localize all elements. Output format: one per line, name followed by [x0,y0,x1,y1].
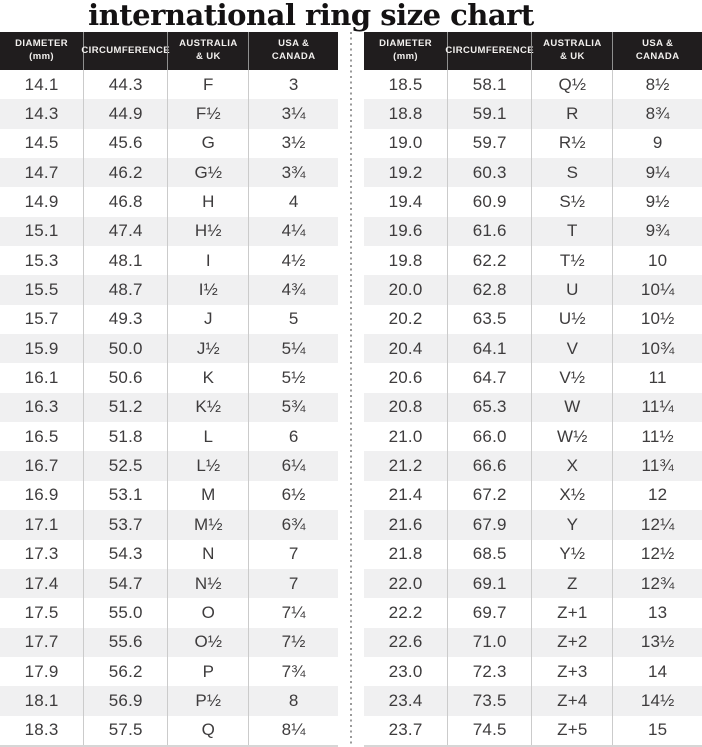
table-cell: 10 [612,246,702,275]
table-cell: 11¾ [612,451,702,480]
table-cell: Z+4 [531,686,612,715]
table-cell: L [167,422,248,451]
table-row [0,598,338,627]
table-cell: 55.0 [83,598,167,627]
table-row [0,540,338,569]
table-row [0,246,338,275]
table-cell: F½ [167,99,248,128]
table-cell: 17.1 [24,514,59,534]
table-cell: 14.7 [24,162,59,182]
table-cell: 21.6 [388,514,423,534]
table-cell: 55.6 [83,628,167,657]
table-cell: 48.7 [83,275,167,304]
table-cell: 20.4 [388,338,423,358]
table-row [0,217,338,246]
table-row [0,99,338,128]
table-cell: 16.5 [24,426,59,446]
table-cell: 5¾ [248,393,338,422]
table-cell: N [167,540,248,569]
table-cell: 69.7 [447,598,531,627]
table-cell: I½ [167,275,248,304]
table-cell: 45.6 [83,129,167,158]
table-row [0,187,338,216]
table-cell: 49.3 [83,305,167,334]
table-cell: 14.1 [24,74,59,94]
table-cell: 5 [248,305,338,334]
table-row [364,246,702,275]
table-row [0,716,338,745]
table-cell: 54.3 [83,540,167,569]
table-cell: 62.8 [447,275,531,304]
table-cell: 57.5 [83,716,167,745]
table-cell: Z [531,569,612,598]
table-cell: 15.3 [24,250,59,270]
table-cell: 22.6 [388,632,423,652]
table-cell: 10½ [612,305,702,334]
column-header: AUSTRALIA & UK [167,32,248,70]
table-cell: K [167,363,248,392]
table-cell: N½ [167,569,248,598]
table-row [364,70,702,99]
table-row [364,422,702,451]
table-cell: M [167,481,248,510]
table-cell: 7 [248,540,338,569]
table-cell: R½ [531,129,612,158]
column-header: DIAMETER (mm) [15,38,68,62]
table-cell: 5¼ [248,334,338,363]
table-cell: G½ [167,158,248,187]
table-cell: V [531,334,612,363]
table-cell: 11½ [612,422,702,451]
table-cell: 67.2 [447,481,531,510]
table-cell: 50.0 [83,334,167,363]
table-cell: 8½ [612,70,702,99]
table-cell: Z+3 [531,657,612,686]
table-cell: 23.4 [388,690,423,710]
table-cell: K½ [167,393,248,422]
table-cell: U [531,275,612,304]
table-row [364,158,702,187]
ring-size-table-right [364,32,702,747]
table-cell: S [531,158,612,187]
table-cell: 21.2 [388,456,423,476]
table-cell: 20.8 [388,397,423,417]
table-row [364,275,702,304]
table-row [364,628,702,657]
table-cell: 56.2 [83,657,167,686]
table-row [364,657,702,686]
table-cell: 19.0 [388,133,423,153]
table-row [0,451,338,480]
table-cell: 21.8 [388,544,423,564]
table-cell: 4¼ [248,217,338,246]
column-header: USA & CANADA [612,32,702,70]
table-cell: 6¾ [248,510,338,539]
table-cell: 52.5 [83,451,167,480]
table-cell: 20.0 [388,280,423,300]
table-row [364,187,702,216]
table-cell: Q [167,716,248,745]
table-row [0,628,338,657]
table-cell: 18.3 [24,720,59,740]
table-cell: 15.1 [24,221,59,241]
table-cell: 19.2 [388,162,423,182]
table-cell: 66.6 [447,451,531,480]
table-cell: T½ [531,246,612,275]
table-cell: 48.1 [83,246,167,275]
table-cell: 15.5 [24,280,59,300]
table-cell: 17.4 [24,573,59,593]
table-cell: J [167,305,248,334]
table-cell: V½ [531,363,612,392]
table-cell: 18.5 [388,74,423,94]
table-cell: 59.7 [447,129,531,158]
table-cell: 46.8 [83,187,167,216]
table-cell: G [167,129,248,158]
table-cell: 72.3 [447,657,531,686]
table-row [364,481,702,510]
table-cell: 64.7 [447,363,531,392]
table-cell: 10¾ [612,334,702,363]
table-cell: 47.4 [83,217,167,246]
table-row [364,217,702,246]
table-cell: 17.5 [24,602,59,622]
table-cell: 73.5 [447,686,531,715]
table-row [364,99,702,128]
table-cell: 7 [248,569,338,598]
table-row [0,510,338,539]
table-cell: 69.1 [447,569,531,598]
table-header-row [0,32,338,70]
table-cell: R [531,99,612,128]
table-cell: 9½ [612,187,702,216]
table-cell: Y [531,510,612,539]
table-cell: H½ [167,217,248,246]
table-cell: 14.3 [24,104,59,124]
table-cell: 21.0 [388,426,423,446]
table-cell: H [167,187,248,216]
table-cell: 51.8 [83,422,167,451]
table-cell: Z+5 [531,716,612,745]
column-header: USA & CANADA [248,32,338,70]
table-cell: 9¼ [612,158,702,187]
table-cell: 60.9 [447,187,531,216]
table-cell: I [167,246,248,275]
table-cell: 51.2 [83,393,167,422]
table-cell: 18.1 [24,690,59,710]
column-header: CIRCUMFERENCE [447,32,531,70]
table-row [364,393,702,422]
table-header-row [364,32,702,70]
table-cell: 6½ [248,481,338,510]
table-cell: 12 [612,481,702,510]
table-cell: 53.1 [83,481,167,510]
table-cell: 71.0 [447,628,531,657]
table-cell: O [167,598,248,627]
table-cell: 13 [612,598,702,627]
table-row [0,275,338,304]
column-header: DIAMETER (mm) [379,38,432,62]
table-cell: 7¾ [248,657,338,686]
table-cell: X½ [531,481,612,510]
table-cell: U½ [531,305,612,334]
table-cell: 3¾ [248,158,338,187]
table-row [364,569,702,598]
table-cell: 15.9 [24,338,59,358]
title-bar [0,0,702,32]
table-cell: 3½ [248,129,338,158]
table-cell: L½ [167,451,248,480]
table-row [364,305,702,334]
table-cell: 54.7 [83,569,167,598]
table-cell: 20.6 [388,368,423,388]
table-row [364,129,702,158]
table-cell: 11 [612,363,702,392]
table-row [0,70,338,99]
page-title: international ring size chart [88,0,534,32]
table-cell: 63.5 [447,305,531,334]
table-row [0,481,338,510]
table-cell: 22.2 [388,602,423,622]
table-cell: 20.2 [388,309,423,329]
table-cell: W½ [531,422,612,451]
table-cell: S½ [531,187,612,216]
table-row [0,334,338,363]
table-cell: 19.6 [388,221,423,241]
table-cell: 4¾ [248,275,338,304]
table-cell: 44.3 [83,70,167,99]
column-header: CIRCUMFERENCE [83,32,167,70]
table-cell: O½ [167,628,248,657]
table-cell: 21.4 [388,485,423,505]
table-cell: 6 [248,422,338,451]
table-cell: Z+1 [531,598,612,627]
table-cell: 23.0 [388,661,423,681]
table-cell: 17.7 [24,632,59,652]
table-cell: 4 [248,187,338,216]
table-cell: Z+2 [531,628,612,657]
table-cell: 16.1 [24,368,59,388]
table-row [364,334,702,363]
table-cell: 66.0 [447,422,531,451]
table-row [364,598,702,627]
table-cell: 17.9 [24,661,59,681]
table-cell: 12½ [612,540,702,569]
table-cell: 18.8 [388,104,423,124]
table-cell: 50.6 [83,363,167,392]
table-cell: 12¾ [612,569,702,598]
table-cell: 3 [248,70,338,99]
table-cell: 64.1 [447,334,531,363]
table-cell: 58.1 [447,70,531,99]
table-cell: 22.0 [388,573,423,593]
table-cell: P [167,657,248,686]
table-cell: 7¼ [248,598,338,627]
table-cell: X [531,451,612,480]
table-row [0,393,338,422]
table-cell: 16.3 [24,397,59,417]
table-row [0,569,338,598]
table-row [364,686,702,715]
table-cell: 14.9 [24,192,59,212]
table-row [364,363,702,392]
table-cell: 12¼ [612,510,702,539]
table-row [0,686,338,715]
table-row [0,657,338,686]
table-cell: 5½ [248,363,338,392]
table-cell: 53.7 [83,510,167,539]
table-cell: 13½ [612,628,702,657]
table-cell: 67.9 [447,510,531,539]
ring-size-table-left [0,32,338,747]
table-cell: 10¼ [612,275,702,304]
table-cell: 3¼ [248,99,338,128]
table-row [0,363,338,392]
table-cell: Y½ [531,540,612,569]
table-cell: 23.7 [388,720,423,740]
table-cell: 7½ [248,628,338,657]
table-cell: W [531,393,612,422]
table-row [0,422,338,451]
column-header: AUSTRALIA & UK [531,32,612,70]
table-row [364,510,702,539]
table-row [364,716,702,745]
table-cell: 9 [612,129,702,158]
table-row [0,305,338,334]
table-cell: 44.9 [83,99,167,128]
table-row [0,129,338,158]
table-body [0,70,338,747]
table-cell: 4½ [248,246,338,275]
table-cell: 14.5 [24,133,59,153]
dotted-divider [338,32,364,747]
table-cell: P½ [167,686,248,715]
table-cell: 16.7 [24,456,59,476]
table-cell: 74.5 [447,716,531,745]
tables-container [0,32,702,747]
table-cell: 9¾ [612,217,702,246]
table-cell: 56.9 [83,686,167,715]
table-cell: F [167,70,248,99]
table-cell: 11¼ [612,393,702,422]
table-cell: 8¾ [612,99,702,128]
table-cell: 6¼ [248,451,338,480]
table-cell: 14½ [612,686,702,715]
table-cell: 65.3 [447,393,531,422]
table-cell: T [531,217,612,246]
table-cell: 68.5 [447,540,531,569]
table-cell: 62.2 [447,246,531,275]
table-cell: 14 [612,657,702,686]
table-cell: 61.6 [447,217,531,246]
table-cell: 16.9 [24,485,59,505]
table-cell: Q½ [531,70,612,99]
table-cell: 8¼ [248,716,338,745]
table-cell: 17.3 [24,544,59,564]
table-body [364,70,702,747]
table-cell: 15 [612,716,702,745]
table-cell: 19.4 [388,192,423,212]
table-cell: 46.2 [83,158,167,187]
table-row [364,451,702,480]
table-cell: 60.3 [447,158,531,187]
table-cell: 59.1 [447,99,531,128]
table-cell: 8 [248,686,338,715]
table-cell: 19.8 [388,250,423,270]
table-cell: 15.7 [24,309,59,329]
table-cell: M½ [167,510,248,539]
table-row [0,158,338,187]
table-cell: J½ [167,334,248,363]
table-row [364,540,702,569]
